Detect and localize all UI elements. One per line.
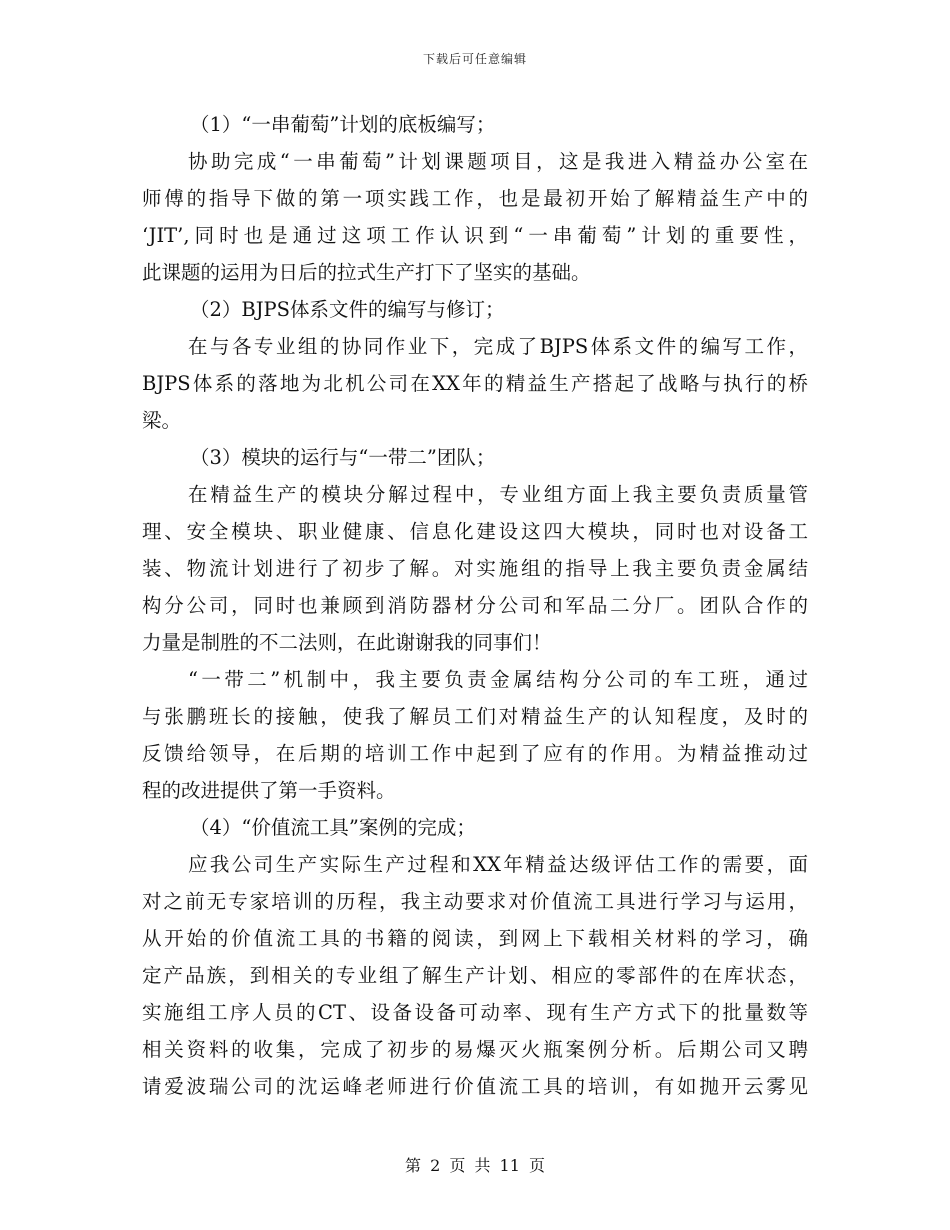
paragraph-line: 从开始的价值流工具的书籍的阅读，到网上下载相关材料的学习，确 [142, 927, 808, 950]
paragraph-line: BJPS体系的落地为北机公司在XX年的精益生产搭起了战略与执行的桥 [142, 372, 808, 395]
paragraph-line: 与张鹏班长的接触，使我了解员工们对精益生产的认知程度，及时的 [142, 705, 808, 728]
paragraph-line: 此课题的运用为日后的拉式生产打下了坚实的基础。 [142, 261, 591, 284]
paragraph-line: 理、安全模块、职业健康、信息化建设这四大模块，同时也对设备工 [142, 520, 808, 543]
paragraph-line: 构分公司，同时也兼顾到消防器材分公司和军品二分厂。团队合作的 [142, 594, 808, 617]
paragraph-line: 对之前无专家培训的历程，我主动要求对价值流工具进行学习与运用， [142, 890, 808, 913]
section-heading-1: （1）“一串葡萄”计划的底板编写； [190, 113, 496, 136]
paragraph-line: 定产品族，到相关的专业组了解生产计划、相应的零部件的在库状态， [142, 964, 808, 987]
paragraph-line: 请爱波瑞公司的沈运峰老师进行价值流工具的培训，有如抛开云雾见 [142, 1075, 808, 1098]
paragraph-line: 协助完成“一串葡萄”计划课题项目，这是我进入精益办公室在 [188, 150, 808, 173]
paragraph-line: 师傅的指导下做的第一项实践工作，也是最初开始了解精益生产中的 [142, 187, 808, 210]
paragraph-line: “一带二”机制中，我主要负责金属结构分公司的车工班，通过 [188, 668, 808, 691]
paragraph-line: 梁。 [142, 409, 182, 432]
document-body [142, 106, 808, 1105]
paragraph-line: 装、物流计划进行了初步了解。对实施组的指导上我主要负责金属结 [142, 557, 808, 580]
section-heading-2: （2）BJPS体系文件的编写与修订； [190, 298, 505, 321]
paragraph-line: 力量是制胜的不二法则，在此谢谢我的同事们！ [142, 631, 552, 654]
paragraph-line: 程的改进提供了第一手资料。 [142, 779, 396, 802]
paragraph-line: 在与各专业组的协同作业下，完成了BJPS体系文件的编写工作， [188, 335, 808, 358]
paragraph-line: 反馈给领导，在后期的培训工作中起到了应有的作用。为精益推动过 [142, 742, 808, 765]
page-header: 下载后可任意编辑 [422, 52, 527, 66]
section-heading-3: （3）模块的运行与“一带二”团队； [190, 446, 496, 469]
section-heading-4: （4）“价值流工具”案例的完成； [190, 816, 476, 839]
paragraph-line: 实施组工序人员的CT、设备设备可动率、现有生产方式下的批量数等 [142, 1001, 808, 1024]
paragraph-line: 相关资料的收集，完成了初步的易爆灭火瓶案例分析。后期公司又聘 [142, 1038, 808, 1061]
page-footer: 第 2 页 共 11 页 [405, 1156, 545, 1175]
paragraph-line: 在精益生产的模块分解过程中，专业组方面上我主要负责质量管 [188, 483, 808, 506]
paragraph-line: ‘JIT’,同时也是通过这项工作认识到“一串葡萄”计划的重要性， [142, 224, 808, 247]
paragraph-line: 应我公司生产实际生产过程和XX年精益达级评估工作的需要，面 [188, 853, 808, 876]
